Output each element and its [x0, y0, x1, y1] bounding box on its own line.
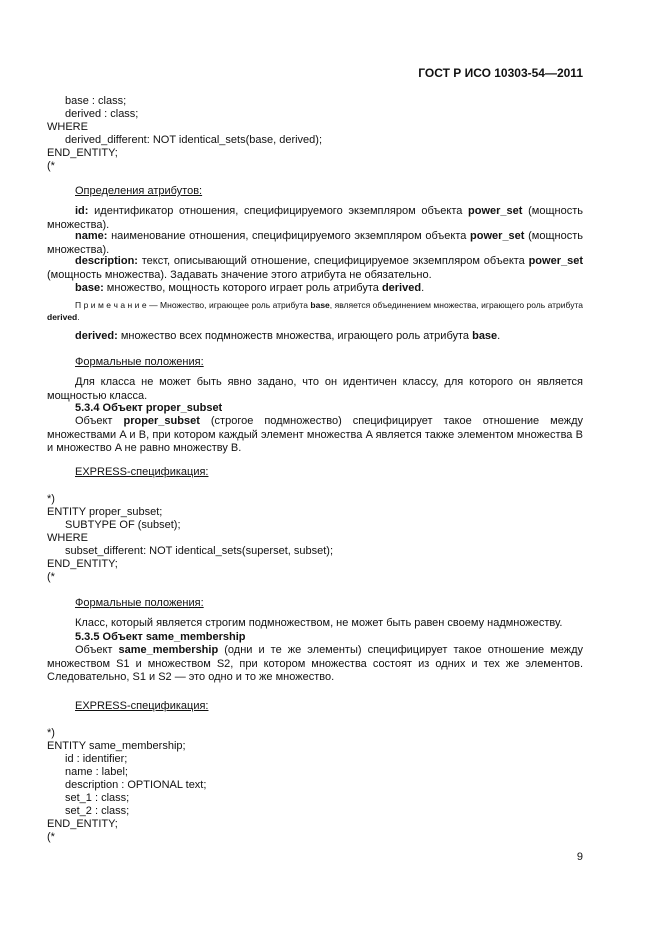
code-line: derived_different: NOT identical_sets(base, derived);: [65, 134, 323, 146]
express-heading: EXPRESS-спецификация:: [75, 700, 209, 712]
section-text-part: Объект: [75, 415, 124, 427]
formal-text: Класс, который является строгим подмножеством, не может быть равен своему надмножеству.: [75, 617, 563, 629]
attr-id: [47, 205, 583, 232]
code-line: base : class;: [65, 95, 127, 107]
note: [47, 300, 583, 323]
attr-text: .: [497, 330, 501, 342]
note-text: , является объединением множества, играющего роль атрибута: [329, 300, 583, 310]
attr-term: name:: [75, 230, 108, 242]
code-line: set_2 : class;: [65, 805, 130, 817]
entity-ref: proper_subset: [123, 415, 200, 427]
section-text: [47, 644, 583, 685]
attr-text: .: [421, 282, 425, 294]
attr-term: derived:: [75, 330, 118, 342]
code-line: ENTITY proper_subset;: [47, 506, 163, 518]
code-line: END_ENTITY;: [47, 818, 118, 830]
section-text-part: Объект: [75, 644, 119, 656]
code-line: description : OPTIONAL text;: [65, 779, 207, 791]
code-line: set_1 : class;: [65, 792, 130, 804]
formal-text: Для класса не может быть явно задано, что он идентичен классу, для которого он является мощностью класса.: [47, 376, 583, 402]
section-text-part: (одни и те же элементы) специфицирует такое отношение между множеством S1 и множеством S2, при котором множества состоят из одних и тех же элементов. Следовательно, S1 и S2 — это одно и то же множество.: [47, 644, 583, 684]
attr-text: (мощность множества).: [47, 205, 583, 231]
attr-text: множество, мощность которого играет роль атрибута: [103, 282, 382, 294]
attr-text: текст, описывающий отношение, специфицируемое экземпляром объекта: [137, 255, 529, 267]
attr-description: [47, 255, 583, 282]
code-line: WHERE: [47, 532, 88, 544]
express-heading: EXPRESS-спецификация:: [75, 466, 209, 478]
note-label: П р и м е ч а н и е: [75, 300, 147, 310]
attr-term: id:: [75, 205, 89, 217]
code-line: subset_different: NOT identical_sets(superset, subset);: [65, 545, 334, 557]
formal-heading: Формальные положения:: [75, 597, 204, 609]
attributes-heading: Определения атрибутов:: [75, 185, 203, 197]
section-text: [47, 415, 583, 456]
code-line: *): [47, 727, 55, 739]
entity-ref: derived: [47, 311, 78, 322]
entity-ref: same_membership: [118, 644, 219, 656]
entity-ref: base: [472, 330, 498, 342]
section-heading-5-3-5: 5.3.5 Объект same_membership: [75, 631, 246, 643]
code-line: (*: [47, 571, 55, 583]
section-heading-5-3-4: 5.3.4 Объект proper_subset: [75, 402, 223, 414]
entity-ref: power_set: [528, 255, 583, 267]
attr-term: base:: [75, 282, 104, 294]
document-header: ГОСТ Р ИСО 10303-54—2011: [418, 66, 583, 80]
attr-text: наименование отношения, специфицируемого экземпляром объекта: [107, 230, 471, 242]
attr-term: description:: [75, 255, 138, 267]
code-line: WHERE: [47, 121, 88, 133]
code-line: (*: [47, 160, 55, 172]
attr-text: множество всех подмножеств множества, играющего роль атрибута: [117, 330, 473, 342]
code-line: END_ENTITY;: [47, 147, 118, 159]
code-line: derived : class;: [65, 108, 139, 120]
code-line: *): [47, 493, 55, 505]
note-text: .: [77, 311, 80, 322]
attr-text: (мощность множества).: [47, 230, 583, 256]
code-line: SUBTYPE OF (subset);: [65, 519, 181, 531]
entity-ref: base: [310, 300, 330, 310]
entity-ref: derived: [381, 282, 422, 294]
attr-derived: [47, 330, 583, 344]
code-line: ENTITY same_membership;: [47, 740, 186, 752]
code-line: name : label;: [65, 766, 128, 778]
section-text-part: (строгое подмножество) специфицирует такое отношение между множествами A и B, при котором каждый элемент множества A является также элементом множества B и множество A не равно множеству B.: [47, 415, 584, 455]
page-number: 9: [576, 851, 583, 863]
attr-text: (мощность множества). Задавать значение этого атрибута не обязательно.: [47, 268, 432, 281]
entity-ref: power_set: [468, 205, 523, 217]
entity-ref: power_set: [470, 230, 525, 242]
code-line: (*: [47, 831, 55, 843]
note-text: — Множество, играющее роль атрибута: [146, 300, 311, 310]
attr-base: [47, 282, 583, 296]
code-line: id : identifier;: [65, 753, 128, 765]
formal-heading: Формальные положения:: [75, 356, 204, 368]
attr-name: [47, 230, 583, 257]
attr-text: идентификатор отношения, специфицируемого экземпляром объекта: [88, 205, 469, 217]
code-line: END_ENTITY;: [47, 558, 118, 570]
